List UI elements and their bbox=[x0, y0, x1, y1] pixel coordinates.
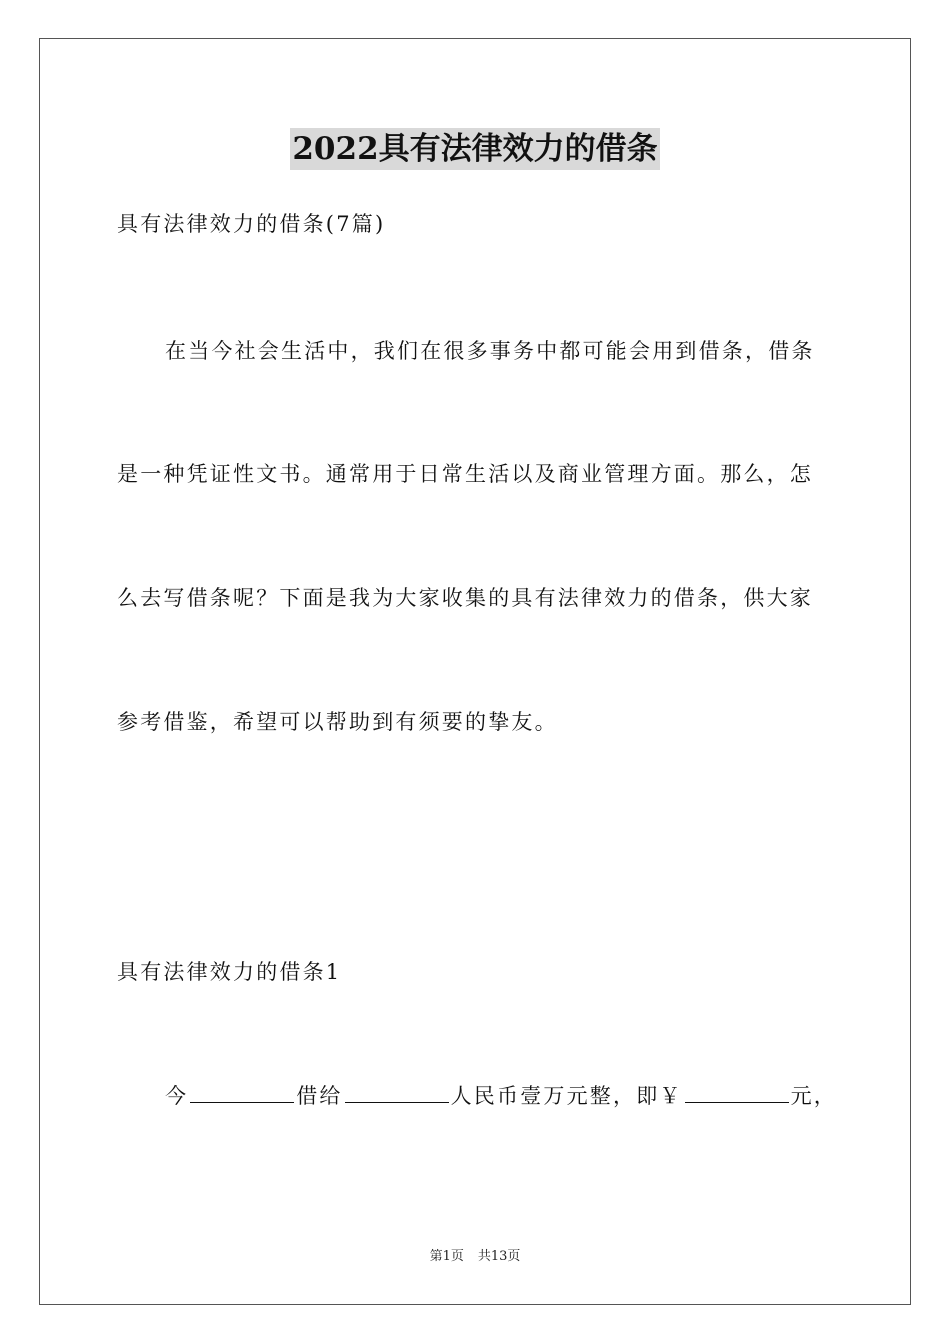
page-number: 第1页 bbox=[429, 1249, 464, 1264]
document-subtitle: 具有法律效力的借条(7篇) bbox=[117, 212, 386, 236]
loan-text-today: 今 bbox=[165, 1084, 189, 1108]
title-container bbox=[0, 128, 950, 170]
intro-line-4: 参考借鉴，希望可以帮助到有须要的挚友。 bbox=[117, 710, 558, 734]
lender-blank[interactable] bbox=[345, 1082, 449, 1103]
amount-blank[interactable] bbox=[685, 1082, 789, 1103]
intro-line-1: 在当今社会生活中，我们在很多事务中都可能会用到借条，借条 bbox=[165, 339, 815, 363]
section-heading: 具有法律效力的借条1 bbox=[117, 960, 342, 984]
page-total: 共13页 bbox=[477, 1249, 521, 1264]
loan-line bbox=[165, 1082, 837, 1110]
loan-text-yuan: 元， bbox=[790, 1084, 838, 1108]
loan-text-lend-to: 借给 bbox=[296, 1084, 343, 1108]
loan-text-amount: 人民币壹万元整，即￥ bbox=[450, 1084, 683, 1108]
document-title: 2022具有法律效力的借条 bbox=[290, 128, 659, 170]
page-footer bbox=[0, 1248, 950, 1266]
borrower-blank[interactable] bbox=[190, 1082, 294, 1103]
intro-line-3: 么去写借条呢？下面是我为大家收集的具有法律效力的借条，供大家 bbox=[117, 586, 813, 610]
intro-line-2: 是一种凭证性文书。通常用于日常生活以及商业管理方面。那么，怎 bbox=[117, 462, 813, 486]
